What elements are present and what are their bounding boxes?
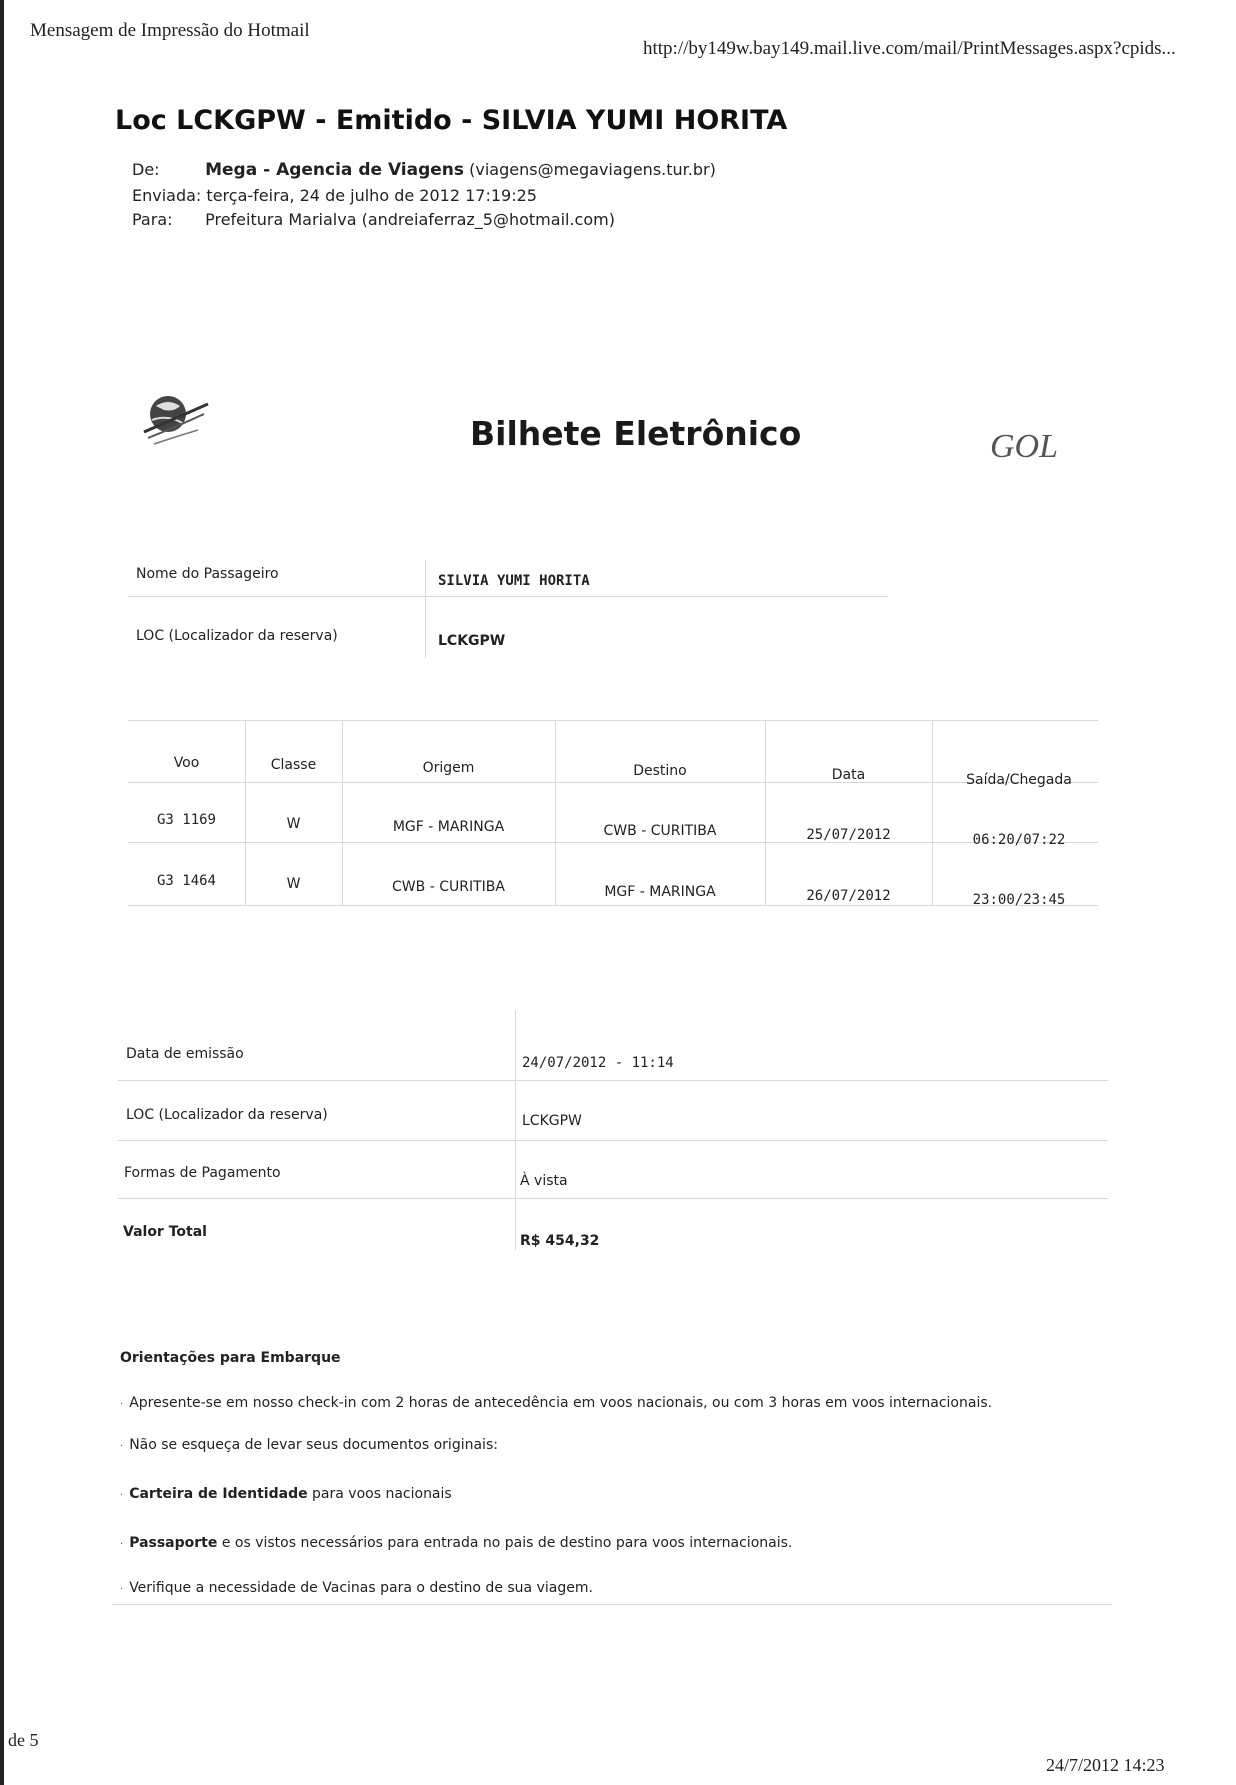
payment-method-value: À vista <box>520 1173 568 1189</box>
header-origem: Origem <box>422 760 475 776</box>
flight-class: W <box>286 816 301 832</box>
payment-method-label: Formas de Pagamento <box>124 1165 281 1181</box>
guidance-item-text: Apresente-se em nosso check-in com 2 horas de antecedência em voos nacionais, ou com 3 horas em voos internacionais. <box>129 1395 993 1411</box>
flight-times: 23:00/23:45 <box>972 892 1066 908</box>
flight-destination: CWB - CURITIBA <box>603 823 717 839</box>
header-voo: Voo <box>173 755 200 771</box>
guidance-item: · Não se esqueça de levar seus documentos originais: <box>120 1437 498 1453</box>
to-label: Para: <box>132 210 173 229</box>
flight-number: G3 1464 <box>156 873 216 889</box>
from-name: Mega - Agencia de Viagens <box>205 160 465 180</box>
print-header-title: Mensagem de Impressão do Hotmail <box>30 20 310 41</box>
from-label: De: <box>132 160 160 179</box>
payment-loc-label: LOC (Localizador da reserva) <box>126 1107 328 1123</box>
passenger-name-value: SILVIA YUMI HORITA <box>438 573 590 589</box>
sent-value: terça-feira, 24 de julho de 2012 17:19:25 <box>206 186 537 205</box>
to-line <box>132 210 615 229</box>
sent-line <box>132 186 537 205</box>
flight-origin: MGF - MARINGA <box>392 819 505 835</box>
passenger-loc-label: LOC (Localizador da reserva) <box>136 628 338 644</box>
from-email[interactable]: (viagens@megaviagens.tur.br) <box>469 160 716 179</box>
flight-destination: MGF - MARINGA <box>604 884 716 900</box>
guidance-title: Orientações para Embarque <box>120 1350 341 1366</box>
guidance-item: · Verifique a necessidade de Vacinas para o destino de sua viagem. <box>120 1580 593 1596</box>
flight-origin: CWB - CURITIBA <box>392 879 505 895</box>
passenger-loc-value: LCKGPW <box>438 633 506 649</box>
email-subject: Loc LCKGPW - Emitido - SILVIA YUMI HORITA <box>115 105 788 136</box>
guidance-item-text: para voos nacionais <box>312 1486 452 1502</box>
passenger-name-label: Nome do Passageiro <box>136 566 279 582</box>
issue-date-value: 24/07/2012 - 11:14 <box>522 1055 674 1071</box>
airline-logo: GOL <box>990 428 1059 465</box>
issue-date-label: Data de emissão <box>126 1046 244 1062</box>
total-label: Valor Total <box>123 1224 207 1240</box>
flight-number: G3 1169 <box>156 812 216 828</box>
guidance-item-text: Verifique a necessidade de Vacinas para o destino de sua viagem. <box>129 1580 593 1596</box>
flight-date: 25/07/2012 <box>806 827 891 843</box>
guidance-item: · Carteira de Identidade para voos nacionais <box>120 1486 452 1502</box>
header-data: Data <box>831 767 866 783</box>
guidance-item-bold: Carteira de Identidade <box>129 1486 308 1502</box>
flight-times: 06:20/07:22 <box>972 832 1066 848</box>
page-count: de 5 <box>8 1730 39 1750</box>
guidance-item-text: Não se esqueça de levar seus documentos originais: <box>129 1437 498 1453</box>
guidance-item-text: e os vistos necessários para entrada no pais de destino para voos internacionais. <box>221 1535 793 1551</box>
ticket-title: Bilhete Eletrônico <box>470 414 802 453</box>
guidance-item: · Passaporte e os vistos necessários para entrada no pais de destino para voos internacionais. <box>120 1535 793 1551</box>
print-header-url[interactable]: http://by149w.bay149.mail.live.com/mail/PrintMessages.aspx?cpids... <box>643 38 1176 59</box>
total-value: R$ 454,32 <box>520 1233 600 1249</box>
flight-date: 26/07/2012 <box>806 888 891 904</box>
payment-loc-value: LCKGPW <box>522 1113 582 1129</box>
header-destino: Destino <box>633 763 687 779</box>
header-saida-chegada: Saída/Chegada <box>966 772 1072 788</box>
guidance-item-bold: Passaporte <box>129 1535 218 1551</box>
header-classe: Classe <box>270 757 317 773</box>
to-value: Prefeitura Marialva (andreiaferraz_5@hotmail.com) <box>205 210 615 229</box>
sent-label: Enviada: <box>132 186 202 205</box>
scan-edge <box>0 0 4 1785</box>
flight-class: W <box>286 876 301 892</box>
print-datetime: 24/7/2012 14:23 <box>1046 1755 1165 1775</box>
from-line <box>132 160 716 180</box>
agency-globe-logo <box>138 392 214 454</box>
guidance-item: · Apresente-se em nosso check-in com 2 horas de antecedência em voos nacionais, ou com 3 horas em voos internacionais. <box>120 1395 993 1411</box>
